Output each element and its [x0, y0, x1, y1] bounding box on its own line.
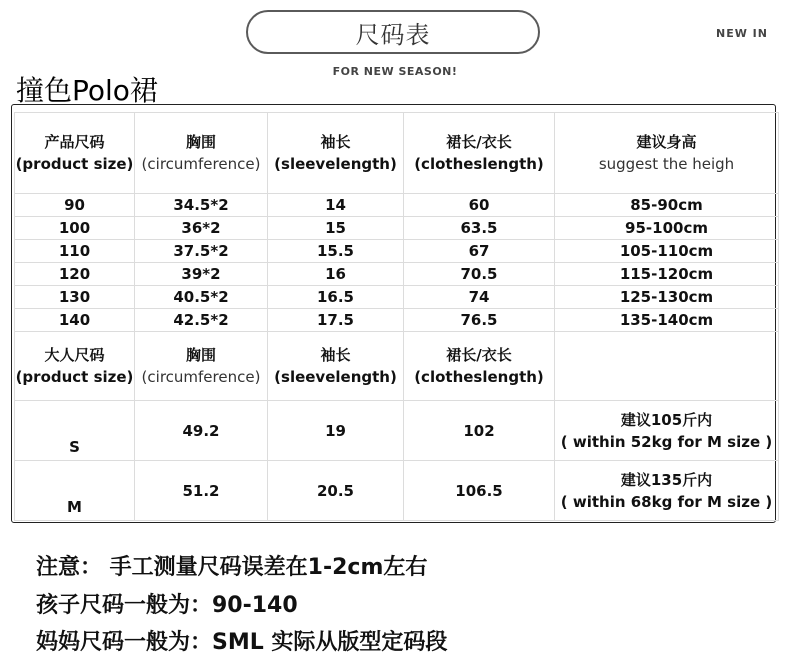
- header-cell-empty: [555, 332, 779, 401]
- cell-length: 76.5: [404, 309, 555, 332]
- header-cell: 产品尺码 (product size): [15, 113, 135, 194]
- table-row: [15, 217, 779, 240]
- cell-length: 70.5: [404, 263, 555, 286]
- header-cell: 大人尺码 (product size): [15, 332, 135, 401]
- cell-chest: 37.5*2: [135, 240, 268, 263]
- table-row: [15, 401, 779, 461]
- cell-chest: 36*2: [135, 217, 268, 240]
- note-kids-size: 孩子尺码一般为：90-140: [36, 593, 298, 618]
- cell-size: S: [15, 401, 135, 461]
- cell-chest: 49.2: [135, 401, 268, 461]
- cell-length: 60: [404, 194, 555, 217]
- cell-size: M: [15, 461, 135, 521]
- cell-length: 63.5: [404, 217, 555, 240]
- cell-chest: 42.5*2: [135, 309, 268, 332]
- cell-size: 130: [15, 286, 135, 309]
- header-cell: 袖长 (sleevelength): [268, 113, 404, 194]
- cell-sleeve: 19: [268, 401, 404, 461]
- size-chart-title: [246, 10, 540, 54]
- cell-sleeve: 15.5: [268, 240, 404, 263]
- cell-size: 90: [15, 194, 135, 217]
- header-cell: 袖长 (sleevelength): [268, 332, 404, 401]
- cell-length: 67: [404, 240, 555, 263]
- note-mom-size: 妈妈尺码一般为：SML 实际从版型定码段: [36, 630, 448, 655]
- cell-sleeve: 14: [268, 194, 404, 217]
- cell-suggestion: 建议135斤内 ( within 68kg for M size ): [555, 461, 779, 521]
- table-row: [15, 461, 779, 521]
- table-row: [15, 286, 779, 309]
- table-row: [15, 194, 779, 217]
- cell-length: 106.5: [404, 461, 555, 521]
- kids-header-row: [15, 113, 779, 194]
- header-cell: 裙长/衣长 (clotheslength): [404, 113, 555, 194]
- adult-header-row: [15, 332, 779, 401]
- season-label: FOR NEW SEASON!: [332, 65, 458, 78]
- cell-height: 85-90cm: [555, 194, 779, 217]
- cell-sleeve: 20.5: [268, 461, 404, 521]
- cell-chest: 34.5*2: [135, 194, 268, 217]
- table-row: [15, 309, 779, 332]
- cell-sleeve: 15: [268, 217, 404, 240]
- cell-suggestion: 建议105斤内 ( within 52kg for M size ): [555, 401, 779, 461]
- new-in-label: NEW IN: [716, 27, 768, 40]
- cell-height: 135-140cm: [555, 309, 779, 332]
- header-cell: 建议身高 suggest the heigh: [555, 113, 779, 194]
- header-cell: 胸围 (circumference): [135, 332, 268, 401]
- cell-sleeve: 16: [268, 263, 404, 286]
- size-table: [14, 112, 779, 521]
- cell-length: 102: [404, 401, 555, 461]
- table-row: [15, 263, 779, 286]
- cell-height: 95-100cm: [555, 217, 779, 240]
- product-name: 撞色Polo裙: [16, 74, 158, 107]
- cell-sleeve: 17.5: [268, 309, 404, 332]
- cell-size: 110: [15, 240, 135, 263]
- cell-size: 140: [15, 309, 135, 332]
- header-cell: 裙长/衣长 (clotheslength): [404, 332, 555, 401]
- cell-size: 120: [15, 263, 135, 286]
- cell-size: 100: [15, 217, 135, 240]
- cell-height: 125-130cm: [555, 286, 779, 309]
- size-chart-title-text: 尺码表: [355, 20, 431, 49]
- cell-height: 105-110cm: [555, 240, 779, 263]
- cell-length: 74: [404, 286, 555, 309]
- header-cell: 胸围 (circumference): [135, 113, 268, 194]
- note-measurement: 注意： 手工测量尺码误差在1-2cm左右: [36, 555, 428, 580]
- cell-chest: 40.5*2: [135, 286, 268, 309]
- table-row: [15, 240, 779, 263]
- cell-chest: 39*2: [135, 263, 268, 286]
- cell-sleeve: 16.5: [268, 286, 404, 309]
- cell-chest: 51.2: [135, 461, 268, 521]
- cell-height: 115-120cm: [555, 263, 779, 286]
